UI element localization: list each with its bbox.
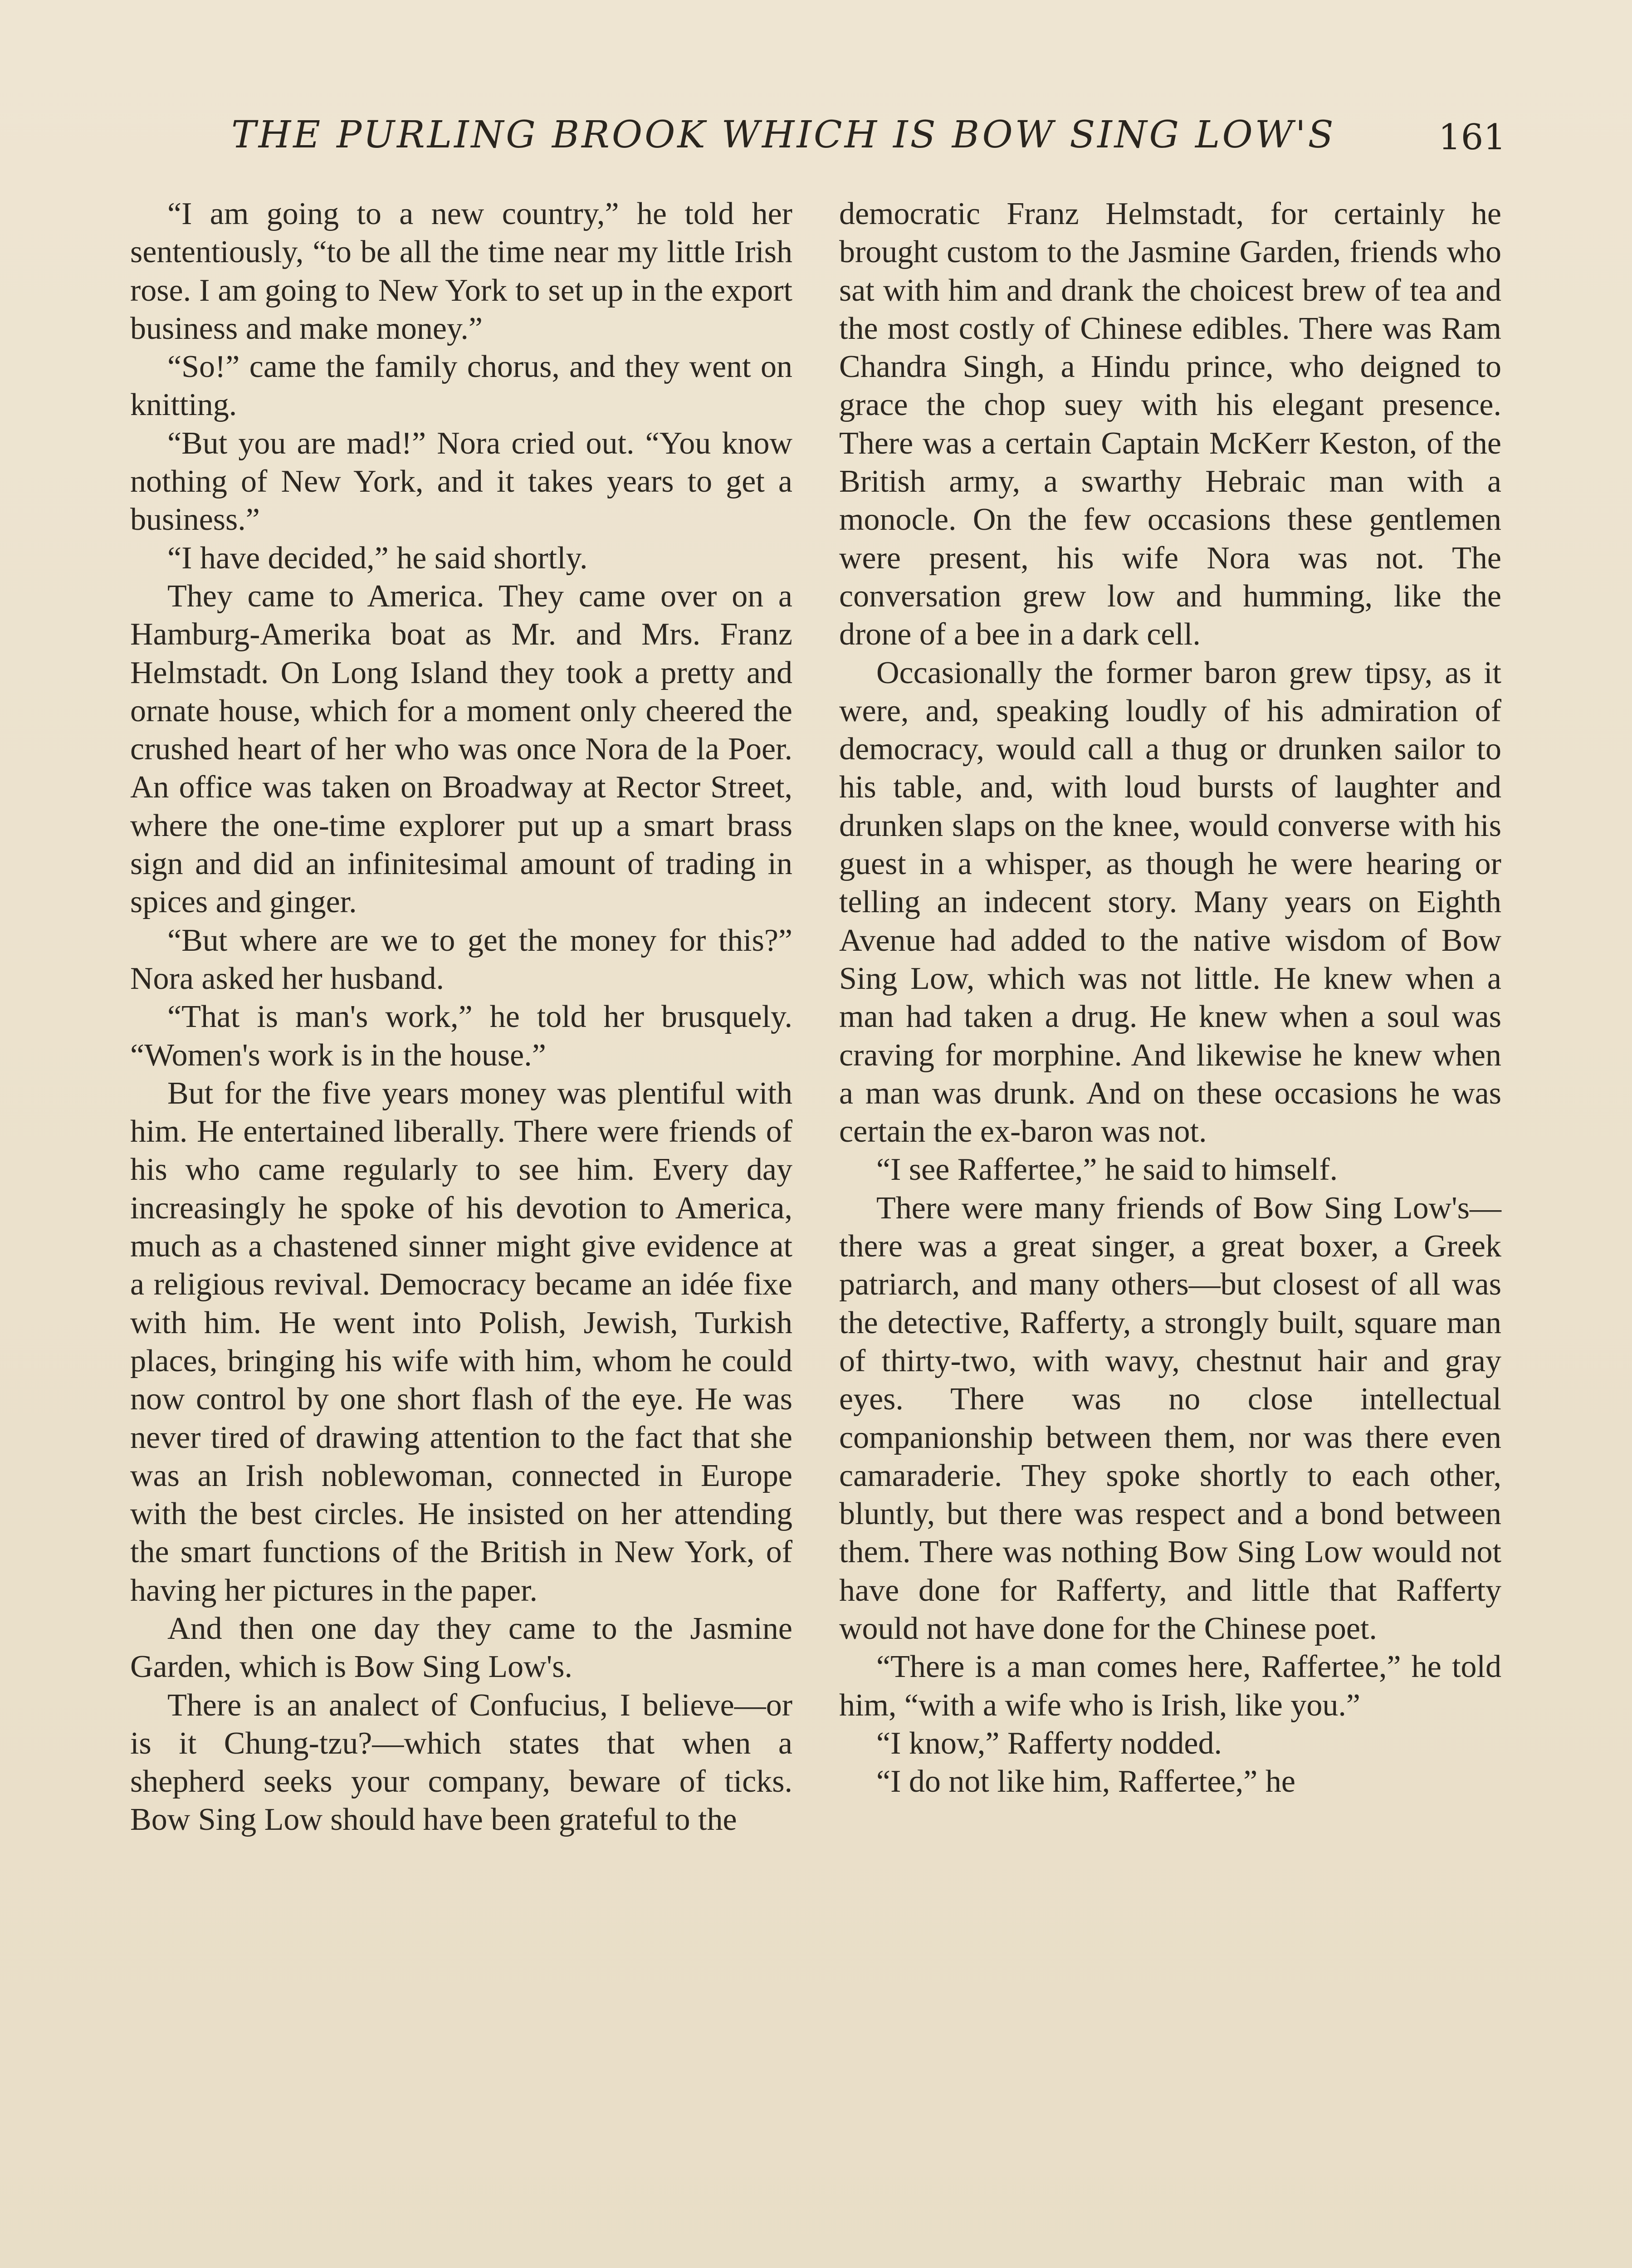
paragraph: But for the five years money was plentiful with him. He entertained liberally. There were friends of his who came regularly to see him. Every day increasingly he spoke of his devotion to America, much as a chastened sinner might give evidence at a religious revival. Democracy became an idée fixe with him. He went into Polish, Jewish, Turkish places, bringing his wife with him, whom he could now control by one short flash of the eye. He was never tired of drawing attention to the fact that she was an Irish noblewoman, connected in Europe with the best circles. He insisted on her attending the smart functions of the British in New York, of having her pictures in the paper. bbox=[130, 1075, 792, 1608]
paragraph: “That is man's work,” he told her brusquely. “Women's work is in the house.” bbox=[130, 999, 792, 1073]
paragraph: “But where are we to get the money for this?” Nora asked her husband. bbox=[130, 923, 792, 996]
paragraph: And then one day they came to the Jasmine Garden, which is Bow Sing Low's. bbox=[130, 1611, 792, 1685]
paragraph: “I do not like him, Raffertee,” he bbox=[876, 1764, 1295, 1799]
paragraph: “So!” came the family chorus, and they went on knitting. bbox=[130, 349, 792, 423]
paragraph: “I have decided,” he said shortly. bbox=[167, 540, 588, 576]
right-column bbox=[839, 195, 1501, 1801]
paragraph: There is an analect of Confucius, I believe—or is it Chung-tzu?—which states that when a shepherd seeks your company, beware of ticks. Bow Sing Low should have been grateful to the bbox=[130, 1687, 792, 1838]
paragraph-continued: democratic Franz Helmstadt, for certainly he brought custom to the Jasmine Garden, friends who sat with him and drank the choicest brew of tea and the most costly of Chinese edibles. There was Ram Chandra Singh, a Hindu prince, who deigned to grace the chop suey with his elegant presence. There was a certain Captain McKerr Keston, of the British army, a swarthy Hebraic man with a monocle. On the few occasions these gentlemen were present, his wife Nora was not. The conversation grew low and humming, like the drone of a bee in a dark cell. bbox=[839, 196, 1501, 652]
paragraph: “But you are mad!” Nora cried out. “You know nothing of New York, and it takes years to get a business.” bbox=[130, 425, 792, 538]
paragraph: Occasionally the former baron grew tipsy, as it were, and, speaking loudly of his admiration of democracy, would call a thug or drunken sailor to his table, and, with loud bursts of laughter and drunken slaps on the knee, would converse with his guest in a whisper, as though he were hearing or telling an indecent story. Many years on Eighth Avenue had added to the native wisdom of Bow Sing Low, which was not little. He knew when a man had taken a drug. He knew when a soul was craving for morphine. And likewise he knew when a man was drunk. And on these occasions he was certain the ex-baron was not. bbox=[839, 655, 1501, 1149]
paragraph: They came to America. They came over on a Hamburg-Amerika boat as Mr. and Mrs. Franz Helmstadt. On Long Island they took a pretty and ornate house, which for a moment only cheered the crushed heart of her who was once Nora de la Poer. An office was taken on Broadway at Rector Street, where the one-time explorer put up a smart brass sign and did an infinitesimal amount of trading in spices and ginger. bbox=[130, 578, 792, 920]
page-header bbox=[231, 113, 1506, 168]
page-number: 161 bbox=[1438, 117, 1506, 158]
paragraph: There were many friends of Bow Sing Low's—there was a great singer, a great boxer, a Greek patriarch, and many others—but closest of all was the detective, Rafferty, a strongly built, square man of thirty-two, with wavy, chestnut hair and gray eyes. There was no close intellectual companionship between them, nor was there even camaraderie. They spoke shortly to each other, bluntly, but there was respect and a bond between them. There was nothing Bow Sing Low would not have done for Rafferty, and little that Rafferty would not have done for the Chinese poet. bbox=[839, 1190, 1501, 1646]
running-title: THE PURLING BROOK WHICH IS BOW SING LOW'S bbox=[231, 113, 1336, 156]
paragraph: “I know,” Rafferty nodded. bbox=[876, 1725, 1222, 1761]
left-column bbox=[130, 195, 792, 1839]
paragraph: “I am going to a new country,” he told her sententiously, “to be all the time near my little Irish rose. I am going to New York to set up in the export business and make money.” bbox=[130, 196, 792, 346]
paragraph: “There is a man comes here, Raffertee,” he told him, “with a wife who is Irish, like you.” bbox=[839, 1649, 1501, 1723]
paragraph: “I see Raffertee,” he said to himself. bbox=[876, 1152, 1338, 1188]
